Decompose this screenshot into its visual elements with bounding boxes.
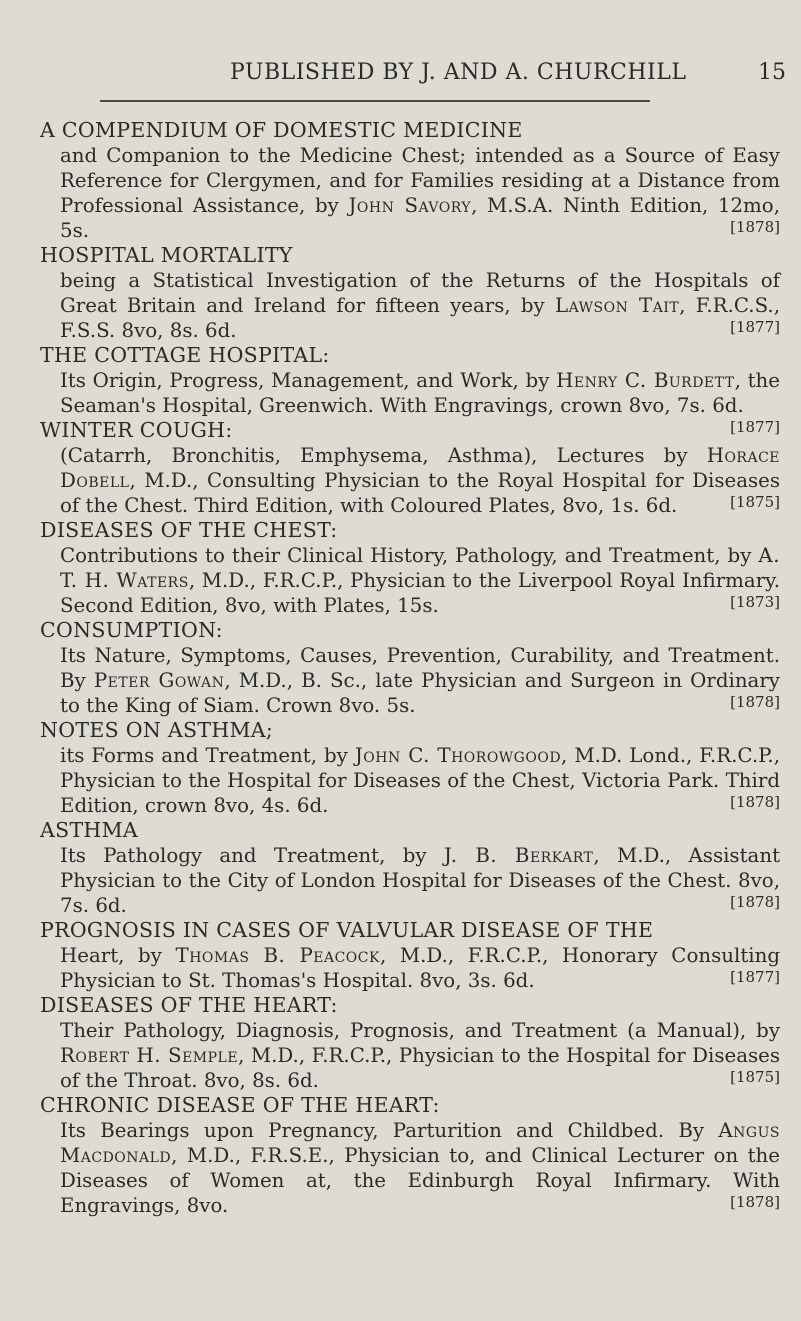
entry-text-continued: , M.D., F.R.C.P., Physician to the Liverpool Royal Infirmary. Second Edition, 8vo, with Plates, 15s. <box>60 569 781 617</box>
entry-year: [1878] <box>730 1193 780 1211</box>
entry-author: J. B. Berkart <box>443 844 594 867</box>
entry-author: John C. Thorowgood <box>354 744 562 767</box>
header-rule <box>100 100 650 102</box>
entry-text-continued: , F.R.C.S., F.S.S. 8vo, 8s. 6d. <box>60 294 780 342</box>
entry-text-continued: , M.D., Consulting Physician to the Royal Hospital for Diseases of the Chest. Third Edition, with Coloured Plates, 8vo, 1s. 6d. <box>60 469 780 517</box>
catalogue-entry <box>40 818 780 918</box>
entry-title: CHRONIC DISEASE OF THE HEART: <box>40 1093 440 1117</box>
catalogue-entry <box>40 993 780 1093</box>
entry-year: [1877] <box>730 318 780 336</box>
entry-description <box>60 643 780 718</box>
entry-author: A. T. H. Waters <box>60 544 780 592</box>
entry-title: DISEASES OF THE CHEST: <box>40 518 338 542</box>
entry-text-continued: , M.S.A. Ninth Edition, 12mo, 5s. <box>60 194 780 242</box>
page-number: 15 <box>758 60 786 85</box>
catalogue-entry <box>40 618 780 718</box>
entry-year: [1878] <box>730 218 780 236</box>
entry-text-continued: , the Seaman's Hospital, Greenwich. With Engravings, crown 8vo, 7s. 6d. <box>60 369 780 417</box>
entry-text: Contributions to their Clinical History, Pathology, and Treatment, by <box>60 544 752 567</box>
catalogue-entry <box>40 718 780 818</box>
entry-title: NOTES ON ASTHMA; <box>40 718 274 742</box>
entry-author: Peter Gowan <box>93 669 225 692</box>
entry-title: CONSUMPTION: <box>40 618 223 642</box>
entry-text: Heart, by <box>60 944 162 967</box>
entry-year: [1873] <box>730 593 780 611</box>
catalogue-entry <box>40 518 780 618</box>
catalogue-entry <box>40 118 780 243</box>
catalogue-entry <box>40 243 780 343</box>
running-header: PUBLISHED BY J. AND A. CHURCHILL <box>230 60 687 85</box>
entry-title: HOSPITAL MORTALITY <box>40 243 293 267</box>
entry-description <box>60 1118 780 1218</box>
entry-description <box>60 443 780 518</box>
entry-title: ASTHMA <box>40 818 138 842</box>
entry-year: [1878] <box>730 893 780 911</box>
entry-text: Its Origin, Progress, Management, and Work, by <box>60 369 550 392</box>
entry-year: [1875] <box>730 1068 780 1086</box>
entry-title: A COMPENDIUM OF DOMESTIC MEDICINE <box>40 118 523 142</box>
entry-description <box>60 543 780 618</box>
entry-text: Their Pathology, Diagnosis, Prognosis, and Treatment (a Manual), by <box>60 1019 780 1042</box>
catalogue-entry <box>40 418 780 518</box>
entry-title: PROGNOSIS IN CASES OF VALVULAR DISEASE OF THE <box>40 918 654 942</box>
entry-text: Its Bearings upon Pregnancy, Parturition and Childbed. By <box>60 1119 705 1142</box>
entry-text-continued: , M.D., F.R.S.E., Physician to, and Clinical Lecturer on the Diseases of Women at, the Edinburgh Royal Infirmary. With Engravings, 8vo. <box>60 1144 780 1217</box>
entry-author: Horace Dobell <box>60 444 780 492</box>
entry-text: Its Pathology and Treatment, by <box>60 844 427 867</box>
entry-year: [1877] <box>730 418 780 436</box>
entry-author: John Savory <box>348 194 472 217</box>
catalogue-entry <box>40 1093 780 1218</box>
entry-text: being a Statistical Investigation of the Returns of the Hospitals of Great Britain and Ireland for fifteen years, by <box>60 269 780 317</box>
entry-text: (Catarrh, Bronchitis, Emphysema, Asthma), Lectures by <box>60 444 688 467</box>
entry-author: Angus Macdonald <box>60 1119 780 1167</box>
entry-title: DISEASES OF THE HEART: <box>40 993 338 1017</box>
entry-year: [1878] <box>730 793 780 811</box>
entry-author: Lawson Tait <box>554 294 680 317</box>
entry-description <box>60 1018 780 1093</box>
catalogue-entries <box>40 118 780 1218</box>
entry-author: Thomas B. Peacock <box>175 944 380 967</box>
entry-author: Henry C. Burdett <box>556 369 735 392</box>
entry-title: THE COTTAGE HOSPITAL: <box>40 343 330 367</box>
entry-year: [1877] <box>730 968 780 986</box>
entry-text-continued: , M.D., B. Sc., late Physician and Surgeon in Ordinary to the King of Siam. Crown 8vo. 5s. <box>60 669 780 717</box>
catalogue-entry <box>40 918 780 993</box>
entry-description <box>60 943 780 993</box>
entry-description <box>60 743 780 818</box>
entry-text: and Companion to the Medicine Chest; intended as a Source of Easy Reference for Clergymen, and for Families residing at a Distance from Professional Assistance, by <box>60 144 780 217</box>
entry-text-continued: , M.D., F.R.C.P., Honorary Consulting Physician to St. Thomas's Hospital. 8vo, 3s. 6d. <box>60 944 780 992</box>
entry-text-continued: , M.D., F.R.C.P., Physician to the Hospital for Diseases of the Throat. 8vo, 8s. 6d. <box>60 1044 780 1092</box>
entry-text: Its Nature, Symptoms, Causes, Prevention, Curability, and Treatment. By <box>60 644 780 692</box>
entry-description <box>60 268 780 343</box>
entry-text-continued: , M.D. Lond., F.R.C.P., Physician to the Hospital for Diseases of the Chest, Victoria Park. Third Edition, crown 8vo, 4s. 6d. <box>60 744 780 817</box>
entry-year: [1875] <box>730 493 780 511</box>
entry-text: its Forms and Treatment, by <box>60 744 348 767</box>
entry-author: Robert H. Semple <box>60 1044 239 1067</box>
entry-description <box>60 143 780 243</box>
entry-text-continued: , M.D., Assistant Physician to the City of London Hospital for Diseases of the Chest. 8vo, 7s. 6d. <box>60 844 781 917</box>
entry-description <box>60 843 780 918</box>
entry-title: WINTER COUGH: <box>40 418 233 442</box>
entry-year: [1878] <box>730 693 780 711</box>
